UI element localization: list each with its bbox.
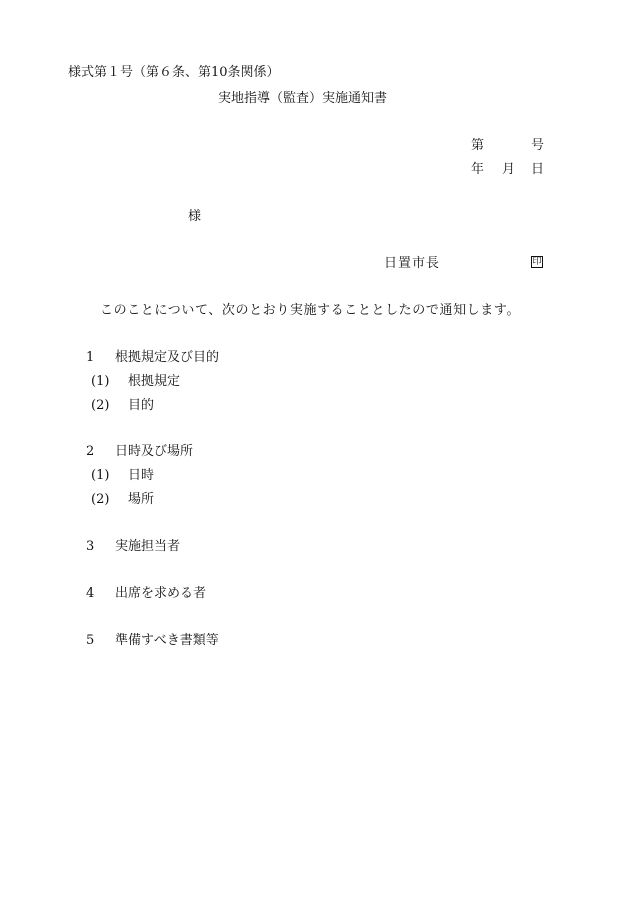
item-4-number: 4 <box>86 586 95 601</box>
item-1-sub-1-number: (1) <box>91 374 110 389</box>
reference-dai: 第 <box>471 138 485 153</box>
addressee-suffix: 様 <box>188 209 202 224</box>
item-1-number: 1 <box>86 350 95 365</box>
item-2-label: 日時及び場所 <box>115 444 194 459</box>
item-5-number: 5 <box>86 633 95 648</box>
item-1-sub-2-label: 目的 <box>128 398 155 413</box>
reference-go: 号 <box>531 138 545 153</box>
document-title: 実地指導（監査）実施通知書 <box>218 91 388 106</box>
item-1-sub-2-number: (2) <box>91 398 110 413</box>
item-1-sub-1-label: 根拠規定 <box>128 374 181 389</box>
item-2-sub-2-number: (2) <box>91 492 110 507</box>
item-5-label: 準備すべき書類等 <box>115 633 219 648</box>
date-month: 月 <box>502 162 516 177</box>
sender-name: 日置市長 <box>384 256 441 271</box>
item-3-number: 3 <box>86 539 95 554</box>
item-1-label: 根拠規定及び目的 <box>115 350 220 365</box>
body-text: このことについて、次のとおり実施することとしたので通知します。 <box>100 303 521 318</box>
form-number: 様式第１号（第６条、第10条関係） <box>68 65 280 80</box>
seal-stamp: 印 <box>532 257 542 267</box>
item-2-sub-1-number: (1) <box>91 468 110 483</box>
item-2-sub-1-label: 日時 <box>128 468 155 483</box>
date-year: 年 <box>471 162 485 177</box>
item-2-sub-2-label: 場所 <box>128 492 155 507</box>
date-day: 日 <box>531 162 545 177</box>
item-4-label: 出席を求める者 <box>115 586 207 601</box>
item-2-number: 2 <box>86 444 95 459</box>
item-3-label: 実施担当者 <box>115 539 181 554</box>
